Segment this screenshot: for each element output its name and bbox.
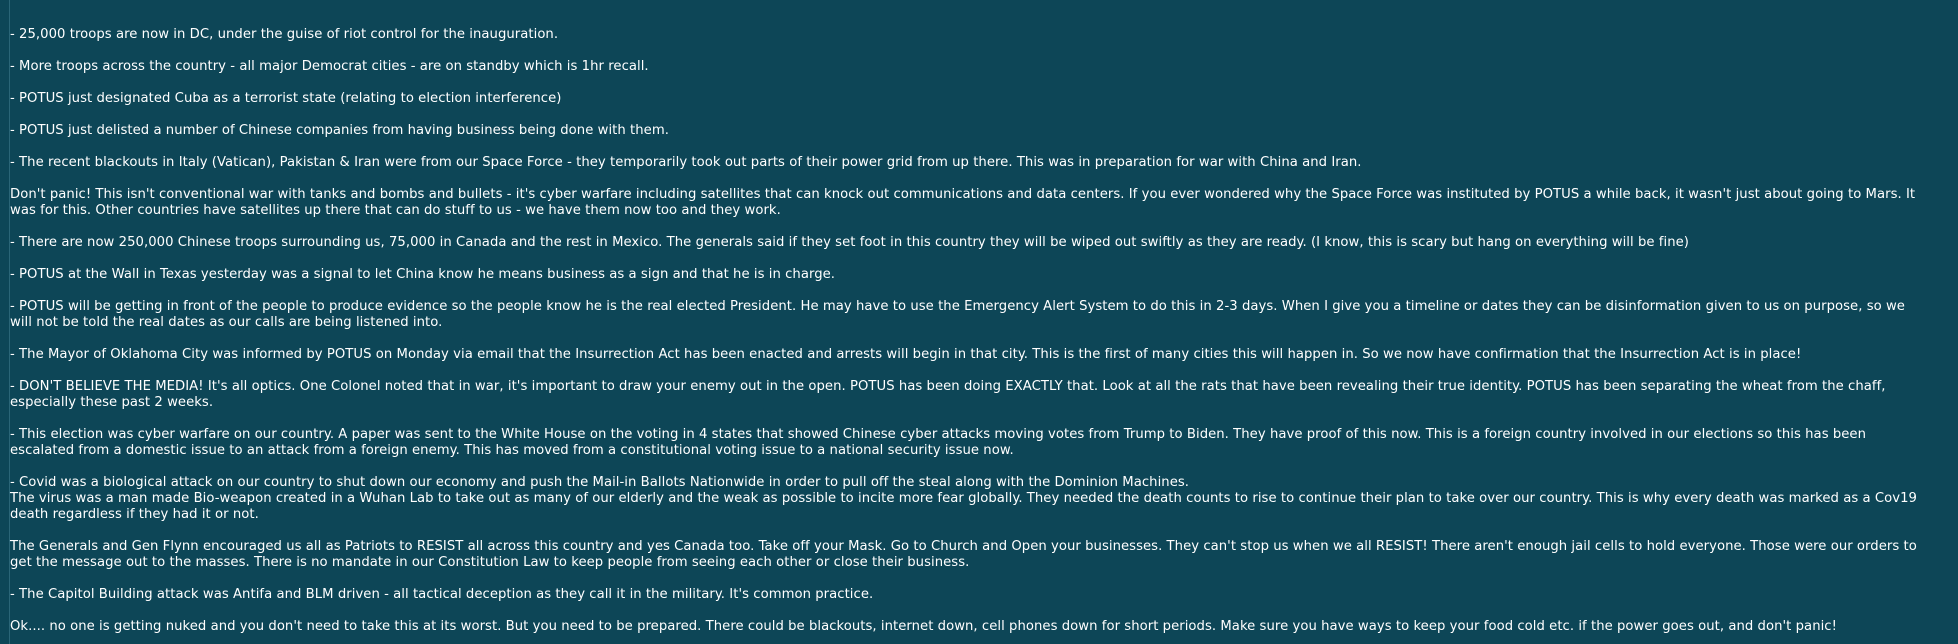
paragraph-line: especially these past 2 weeks. [10, 395, 214, 410]
paragraph-16 [10, 619, 1945, 635]
paragraph-12 [10, 427, 1945, 459]
paragraph-4 [10, 123, 1945, 139]
paragraph-11 [10, 379, 1945, 411]
paragraph-2 [10, 59, 1945, 75]
paragraph-9 [10, 299, 1945, 331]
paragraph-line: - The recent blackouts in Italy (Vatican), Pakistan & Iran were from our Space Force - they temporarily took out parts of their power grid from up there. This was in preparation for war with China and Iran. [10, 155, 1362, 170]
paragraph-line: Ok.... no one is getting nuked and you don't need to take this at its worst. But you need to be prepared. There could be blackouts, internet down, cell phones down for short periods. Make sure you have ways to keep your food cold etc. if the power goes out, and don't panic! [10, 619, 1837, 634]
paragraph-3 [10, 91, 1945, 107]
paragraph-line: - This election was cyber warfare on our country. A paper was sent to the White House on the voting in 4 states that showed Chinese cyber attacks moving votes from Trump to Biden. They have proof of this now. This is a foreign country involved in our elections so this has been [10, 427, 1867, 442]
paragraph-line: escalated from a domestic issue to an attack from a foreign enemy. This has moved from a constitutional voting issue to a national security issue now. [10, 443, 1014, 458]
paragraph-line: - There are now 250,000 Chinese troops surrounding us, 75,000 in Canada and the rest in Mexico. The generals said if they set foot in this country they will be wiped out swiftly as they are ready. (I know, this is scary but hang on everything will be fine) [10, 235, 1689, 250]
paragraph-15 [10, 587, 1945, 603]
paragraph-13 [10, 475, 1945, 523]
paragraph-1 [10, 27, 1945, 43]
paragraph-line: will not be told the real dates as our calls are being listened into. [10, 315, 443, 330]
paragraph-line: - 25,000 troops are now in DC, under the guise of riot control for the inauguration. [10, 27, 559, 42]
paragraph-8 [10, 267, 1945, 283]
post-body [9, 0, 1948, 644]
paragraph-line: was for this. Other countries have satellites up there that can do stuff to us - we have them now too and they work. [10, 203, 781, 218]
paragraph-10 [10, 347, 1945, 363]
paragraph-line: Don't panic! This isn't conventional war with tanks and bombs and bullets - it's cyber warfare including satellites that can knock out communications and data centers. If you ever wondered why the Space Force was instituted by POTUS a while back, it wasn't just about going to Mars. It [10, 187, 1916, 202]
paragraph-line: - The Capitol Building attack was Antifa and BLM driven - all tactical deception as they call it in the military. It's common practice. [10, 587, 874, 602]
paragraph-line: - POTUS just designated Cuba as a terrorist state (relating to election interference) [10, 91, 562, 106]
paragraph-line: - The Mayor of Oklahoma City was informed by POTUS on Monday via email that the Insurrection Act has been enacted and arrests will begin in that city. This is the first of many cities this will happen in. So we now have confirmation that the Insurrection Act is in place! [10, 347, 1802, 362]
paragraph-line: - POTUS at the Wall in Texas yesterday was a signal to let China know he means business as a sign and that he is in charge. [10, 267, 836, 282]
paragraph-line: get the message out to the masses. There is no mandate in our Constitution Law to keep people from seeing each other or close their business. [10, 555, 970, 570]
paragraph-line: - More troops across the country - all major Democrat cities - are on standby which is 1hr recall. [10, 59, 649, 74]
paragraph-line: - POTUS will be getting in front of the people to produce evidence so the people know he is the real elected President. He may have to use the Emergency Alert System to do this in 2-3 days. When I give you a timeline or dates they can be disinformation given to us on purpose, so we [10, 299, 1905, 314]
paragraph-14 [10, 539, 1945, 571]
paragraph-line: - POTUS just delisted a number of Chinese companies from having business being done with them. [10, 123, 669, 138]
paragraph-line: - DON'T BELIEVE THE MEDIA! It's all optics. One Colonel noted that in war, it's important to draw your enemy out in the open. POTUS has been doing EXACTLY that. Look at all the rats that have been revealing their true identity. POTUS has been separating the wheat from the chaff, [10, 379, 1886, 394]
paragraph-line: The Generals and Gen Flynn encouraged us all as Patriots to RESIST all across this country and yes Canada too. Take off your Mask. Go to Church and Open your businesses. They can't stop us when we all RESIST! There aren't enough jail cells to hold everyone. Those were our orders to [10, 539, 1917, 554]
paragraph-7 [10, 235, 1945, 251]
paragraph-line: The virus was a man made Bio-weapon created in a Wuhan Lab to take out as many of our elderly and the weak as possible to incite more fear globally. They needed the death counts to rise to continue their plan to take over our country. This is why every death was marked as a Cov19 [10, 491, 1918, 506]
paragraph-line: - Covid was a biological attack on our country to shut down our economy and push the Mail-in Ballots Nationwide in order to pull off the steal along with the Dominion Machines. [10, 475, 1190, 490]
paragraph-line: death regardless if they had it or not. [10, 507, 259, 522]
paragraph-5 [10, 155, 1945, 171]
paragraph-6 [10, 187, 1945, 219]
